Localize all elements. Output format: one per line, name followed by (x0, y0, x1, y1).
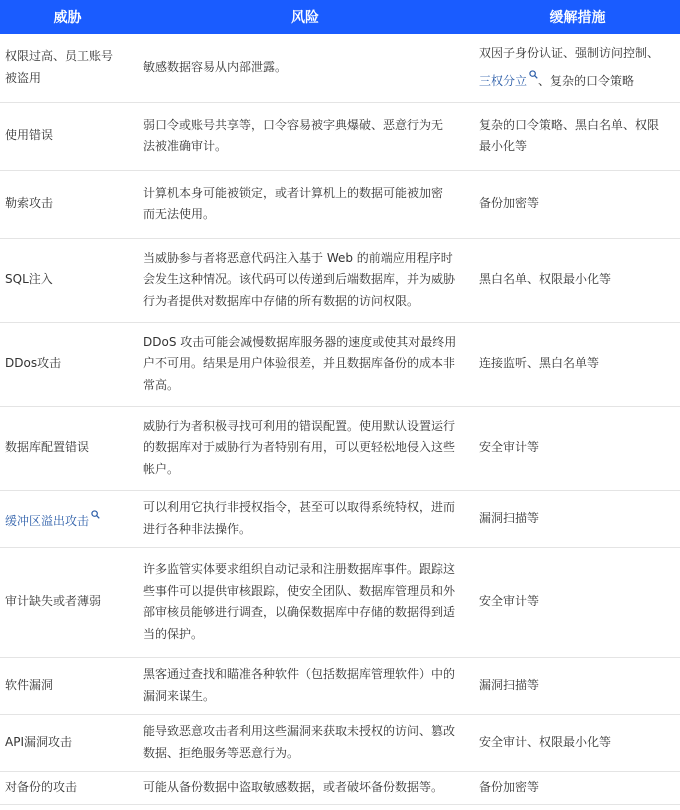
threat-cell (0, 34, 135, 102)
mitigation-text: 安全审计等 (479, 594, 540, 609)
mitigation-cell (475, 322, 680, 406)
table-row (0, 34, 680, 102)
table-row (0, 771, 680, 804)
mitigation-text: 黑白名单、权限最小化等 (479, 272, 612, 287)
mitigation-text: 、复杂的口令策略 (538, 73, 635, 88)
header-threat: 威胁 (0, 0, 135, 34)
risk-cell (135, 547, 475, 657)
risk-cell (135, 657, 475, 714)
risk-text: 而无法使用。 (143, 207, 216, 221)
risk-text: 黑客通过查找和瞄准各种软件（包括数据库管理软件）中的 (143, 667, 456, 681)
risk-text: 些事件可以提供审核跟踪，使安全团队、数据库管理员和外 (143, 583, 456, 598)
mitigation-text: 备份加密等 (479, 196, 540, 211)
risk-text: 进行各种非法操作。 (143, 521, 252, 536)
mitigation-cell (475, 657, 680, 714)
mitigation-text: 安全审计等 (479, 440, 540, 455)
risk-cell (135, 771, 475, 804)
threat-text: 勒索攻击 (5, 196, 54, 211)
risk-text: 可能从备份数据中盗取敏感数据，或者破坏备份数据等。 (143, 779, 444, 794)
table-header-row (0, 0, 680, 34)
mitigation-text: 安全审计、权限最小化等 (479, 734, 612, 749)
risk-cell (135, 406, 475, 490)
threat-text: API漏洞攻击 (5, 734, 72, 749)
table-row (0, 322, 680, 406)
risk-text: 威胁行为者积极寻找可利用的错误配置。使用默认设置运行 (143, 418, 456, 433)
risk-text: 当威胁参与者将恶意代码注入基于 Web 的前端应用程序时 (143, 250, 453, 265)
search-icon (529, 65, 538, 74)
mitigation-text: 最小化等 (479, 139, 528, 153)
mitigation-cell (475, 406, 680, 490)
threat-cell (0, 170, 135, 238)
risk-cell (135, 490, 475, 547)
threat-cell (0, 322, 135, 406)
risk-text: 当的保护。 (143, 626, 204, 641)
table-row (0, 714, 680, 771)
risk-cell (135, 322, 475, 406)
threat-text: 权限过高、员工账号 (5, 49, 114, 64)
mitigation-text: 双因子身份认证、强制访问控制、 (479, 46, 660, 61)
threat-text: 使用错误 (5, 128, 54, 143)
risk-text: 许多监管实体要求组织自动记录和注册数据库事件。跟踪这 (143, 562, 456, 576)
mitigation-cell (475, 490, 680, 547)
header-risk: 风险 (135, 0, 475, 34)
threat-text: 数据库配置错误 (5, 440, 90, 455)
table-row (0, 657, 680, 714)
threat-cell (0, 547, 135, 657)
mitigation-cell (475, 547, 680, 657)
risk-text: 漏洞来谋生。 (143, 688, 216, 703)
search-icon (91, 505, 100, 514)
risk-text: 法被准确审计。 (143, 139, 228, 153)
mitigation-cell (475, 170, 680, 238)
mitigation-text: 复杂的口令策略、黑白名单、权限 (479, 117, 660, 132)
risk-text: 的数据库对于威胁行为者特别有用，可以更轻松地侵入这些 (143, 440, 456, 455)
threat-cell (0, 238, 135, 322)
risk-cell (135, 714, 475, 771)
threat-link[interactable]: 缓冲区溢出攻击 (5, 513, 90, 528)
mitigation-text: 备份加密等 (479, 779, 540, 794)
risk-text: 常高。 (143, 377, 180, 392)
mitigation-text: 漏洞扫描等 (479, 510, 540, 525)
threat-text: 软件漏洞 (5, 677, 54, 692)
threat-cell (0, 657, 135, 714)
table-row (0, 547, 680, 657)
table-row (0, 238, 680, 322)
risk-text: DDoS 攻击可能会减慢数据库服务器的速度或使其对最终用 (143, 334, 457, 349)
risk-text: 户不可用。结果是用户体验很差，并且数据库备份的成本非 (143, 356, 456, 371)
risk-text: 行为者提供对数据库中存储的所有数据的访问权限。 (143, 293, 420, 308)
risk-text: 可以利用它执行非授权指令，甚至可以取得系统特权，进而 (143, 500, 456, 514)
mitigation-cell (475, 238, 680, 322)
header-mitigation: 缓解措施 (475, 0, 680, 34)
mitigation-link[interactable]: 三权分立 (479, 73, 528, 88)
threat-text: 被盗用 (5, 70, 42, 85)
risk-text: 数据、拒绝服务等恶意行为。 (143, 745, 300, 760)
threat-text: SQL注入 (5, 272, 53, 287)
table-row (0, 102, 680, 170)
threat-cell (0, 714, 135, 771)
table-row (0, 406, 680, 490)
table-row (0, 170, 680, 238)
risk-cell (135, 34, 475, 102)
mitigation-cell (475, 102, 680, 170)
mitigation-cell (475, 714, 680, 771)
mitigation-cell (475, 771, 680, 804)
threat-text: 对备份的攻击 (5, 779, 78, 794)
risk-text: 计算机本身可能被锁定，或者计算机上的数据可能被加密 (143, 185, 444, 200)
threat-cell (0, 406, 135, 490)
risk-cell (135, 170, 475, 238)
risk-cell (135, 102, 475, 170)
risk-text: 部审核员能够进行调查，以确保数据库中存储的数据得到适 (143, 605, 456, 619)
threat-cell (0, 490, 135, 547)
mitigation-text: 连接监听、黑白名单等 (479, 356, 600, 371)
risk-text: 帐户。 (143, 461, 180, 476)
threat-cell (0, 771, 135, 804)
mitigation-text: 漏洞扫描等 (479, 677, 540, 692)
table-row (0, 490, 680, 547)
threat-cell (0, 102, 135, 170)
risk-cell (135, 238, 475, 322)
risk-text: 敏感数据容易从内部泄露。 (143, 60, 288, 74)
mitigation-cell (475, 34, 680, 102)
threat-text: 审计缺失或者薄弱 (5, 594, 102, 609)
risk-text: 弱口令或账号共享等，口令容易被字典爆破、恶意行为无 (143, 117, 444, 132)
threat-text: DDos攻击 (5, 356, 62, 371)
risk-text: 能导致恶意攻击者利用这些漏洞来获取未授权的访问、篡改 (143, 724, 456, 738)
risk-text: 会发生这种情况。该代码可以传递到后端数据库，并为威胁 (143, 272, 456, 287)
